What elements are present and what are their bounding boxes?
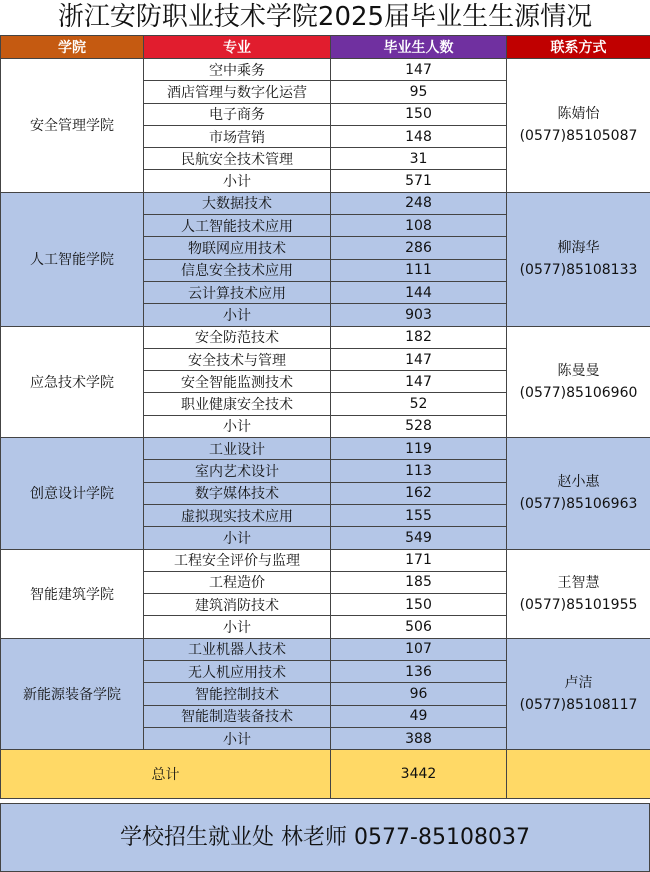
header-count: 毕业生人数 xyxy=(331,36,507,59)
graduate-count: 171 xyxy=(331,549,507,571)
table-body xyxy=(1,59,650,799)
graduate-count: 248 xyxy=(331,192,507,214)
major-name: 大数据技术 xyxy=(144,192,331,214)
graduate-table xyxy=(0,35,650,799)
graduate-count: 111 xyxy=(331,259,507,281)
college-name: 创意设计学院 xyxy=(1,438,144,549)
graduate-count: 155 xyxy=(331,504,507,526)
major-name: 信息安全技术应用 xyxy=(144,259,331,281)
major-name: 民航安全技术管理 xyxy=(144,148,331,170)
table-row xyxy=(1,549,650,571)
contact-cell xyxy=(507,638,650,749)
graduate-count: 903 xyxy=(331,304,507,326)
graduate-count: 119 xyxy=(331,438,507,460)
contact-phone: (0577)85105087 xyxy=(519,128,638,145)
header-row xyxy=(1,36,650,59)
graduate-count: 31 xyxy=(331,148,507,170)
graduate-count: 147 xyxy=(331,59,507,81)
major-name: 工业设计 xyxy=(144,438,331,460)
page-title: 浙江安防职业技术学院2025届毕业生生源情况 xyxy=(57,2,593,32)
graduate-count: 136 xyxy=(331,661,507,683)
contact-name: 赵小惠 xyxy=(557,474,600,491)
graduate-count: 52 xyxy=(331,393,507,415)
header-college: 学院 xyxy=(1,36,144,59)
major-name: 智能控制技术 xyxy=(144,683,331,705)
contact-cell xyxy=(507,549,650,638)
contact-name: 陈婧怡 xyxy=(557,106,600,123)
graduate-count: 113 xyxy=(331,460,507,482)
major-name: 物联网应用技术 xyxy=(144,237,331,259)
graduate-count: 571 xyxy=(331,170,507,192)
graduate-count: 49 xyxy=(331,705,507,727)
graduate-count: 150 xyxy=(331,103,507,125)
major-name: 无人机应用技术 xyxy=(144,661,331,683)
major-name: 工业机器人技术 xyxy=(144,638,331,660)
major-name: 安全智能监测技术 xyxy=(144,371,331,393)
college-name: 应急技术学院 xyxy=(1,326,144,437)
total-count: 3442 xyxy=(331,750,507,799)
graduate-count: 388 xyxy=(331,727,507,749)
major-name: 人工智能技术应用 xyxy=(144,215,331,237)
major-name: 虚拟现实技术应用 xyxy=(144,504,331,526)
graduate-count: 144 xyxy=(331,281,507,303)
contact-phone: (0577)85108117 xyxy=(519,696,638,713)
contact-name: 卢洁 xyxy=(564,674,593,691)
graduate-count: 108 xyxy=(331,215,507,237)
major-name: 小计 xyxy=(144,527,331,549)
table-row xyxy=(1,59,650,81)
major-name: 建筑消防技术 xyxy=(144,594,331,616)
contact-cell xyxy=(507,59,650,193)
table-row xyxy=(1,438,650,460)
college-name: 人工智能学院 xyxy=(1,192,144,326)
major-name: 市场营销 xyxy=(144,125,331,147)
major-name: 电子商务 xyxy=(144,103,331,125)
header-major: 专业 xyxy=(144,36,331,59)
graduate-count: 96 xyxy=(331,683,507,705)
table-row xyxy=(1,192,650,214)
major-name: 小计 xyxy=(144,415,331,437)
graduate-count: 162 xyxy=(331,482,507,504)
major-name: 小计 xyxy=(144,304,331,326)
total-row xyxy=(1,750,650,799)
graduate-count: 528 xyxy=(331,415,507,437)
contact-name: 柳海华 xyxy=(557,240,600,257)
contact-cell xyxy=(507,326,650,437)
graduate-count: 148 xyxy=(331,125,507,147)
contact-phone: (0577)85106960 xyxy=(519,384,638,401)
total-label: 总计 xyxy=(1,750,331,799)
contact-cell xyxy=(507,438,650,549)
major-name: 云计算技术应用 xyxy=(144,281,331,303)
contact-name: 陈曼曼 xyxy=(557,362,600,379)
major-name: 工程造价 xyxy=(144,571,331,593)
contact-phone: (0577)85108133 xyxy=(519,262,638,279)
graduate-count: 95 xyxy=(331,81,507,103)
graduate-count: 150 xyxy=(331,594,507,616)
graduate-count: 506 xyxy=(331,616,507,638)
major-name: 小计 xyxy=(144,170,331,192)
total-empty xyxy=(507,750,650,799)
table-row xyxy=(1,326,650,348)
major-name: 智能制造装备技术 xyxy=(144,705,331,727)
college-name: 智能建筑学院 xyxy=(1,549,144,638)
major-name: 数字媒体技术 xyxy=(144,482,331,504)
major-name: 工程安全评价与监理 xyxy=(144,549,331,571)
major-name: 安全防范技术 xyxy=(144,326,331,348)
major-name: 安全技术与管理 xyxy=(144,348,331,370)
footer-contact: 学校招生就业处 林老师 0577-85108037 xyxy=(0,803,650,872)
college-name: 新能源装备学院 xyxy=(1,638,144,749)
graduate-count: 185 xyxy=(331,571,507,593)
graduate-count: 286 xyxy=(331,237,507,259)
table-row xyxy=(1,638,650,660)
major-name: 酒店管理与数字化运营 xyxy=(144,81,331,103)
major-name: 室内艺术设计 xyxy=(144,460,331,482)
major-name: 职业健康安全技术 xyxy=(144,393,331,415)
contact-phone: (0577)85101955 xyxy=(519,596,638,613)
graduate-count: 182 xyxy=(331,326,507,348)
major-name: 小计 xyxy=(144,727,331,749)
major-name: 空中乘务 xyxy=(144,59,331,81)
graduate-count: 549 xyxy=(331,527,507,549)
contact-cell xyxy=(507,192,650,326)
contact-phone: (0577)85106963 xyxy=(519,496,638,513)
major-name: 小计 xyxy=(144,616,331,638)
graduate-count: 147 xyxy=(331,348,507,370)
contact-name: 王智慧 xyxy=(557,574,600,591)
graduate-count: 107 xyxy=(331,638,507,660)
college-name: 安全管理学院 xyxy=(1,59,144,193)
graduate-count: 147 xyxy=(331,371,507,393)
header-contact: 联系方式 xyxy=(507,36,650,59)
